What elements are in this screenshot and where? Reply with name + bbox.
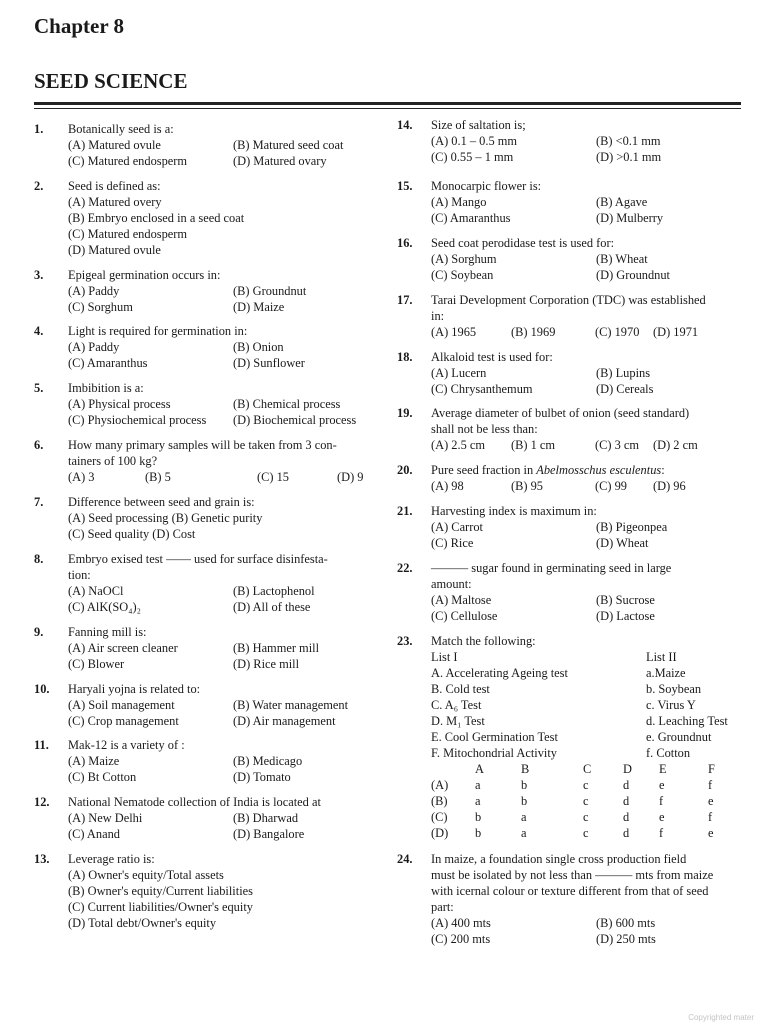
match-answer-row (431, 825, 743, 841)
question-16 (397, 235, 743, 283)
match-cell: d (623, 810, 630, 824)
option: (D) Wheat (596, 536, 649, 550)
option: (C) Cellulose (431, 609, 498, 623)
option-line: (D) Matured ovule (68, 243, 161, 257)
option-line: (C) Seed quality (D) Cost (68, 527, 196, 541)
option-line: (C) Current liabilities/Owner's equity (68, 900, 253, 914)
option: (B) Agave (596, 195, 648, 209)
match-list-heads (431, 649, 743, 665)
option-row (431, 931, 743, 947)
question-21 (397, 503, 743, 551)
option: (C) 3 cm (595, 438, 640, 452)
option: (C) AlK(SO₄)₂ (68, 600, 142, 614)
list-1-heading: List I (431, 650, 458, 664)
question-number: 24. (397, 852, 413, 866)
option: (C) Amaranthus (68, 356, 148, 370)
option-row (68, 412, 380, 428)
question-text-cont: with icernal colour or texture different from that of seed (431, 884, 709, 898)
list-1-item: B. Cold test (431, 682, 490, 696)
option-row (431, 915, 743, 931)
option: (C) Blower (68, 657, 125, 671)
option-line: (A) Seed processing (B) Genetic purity (68, 511, 263, 525)
question-text: How many primary samples will be taken from 3 con- (68, 438, 337, 452)
option: (A) Maltose (431, 593, 492, 607)
question-text: Size of saltation is; (431, 118, 526, 132)
option-row (68, 753, 380, 769)
question-text: Alkaloid test is used for: (431, 350, 553, 364)
option-row (68, 826, 380, 842)
question-17 (397, 292, 743, 340)
option: (A) Carrot (431, 520, 483, 534)
question-number: 7. (34, 495, 44, 509)
option: (C) 99 (595, 479, 628, 493)
option-row (431, 437, 743, 453)
option-row (431, 381, 743, 397)
match-column-head: A (475, 762, 484, 776)
option-row (68, 599, 380, 615)
match-row (431, 665, 743, 681)
match-column-head: E (659, 762, 667, 776)
question-text: Seed coat perodidase test is used for: (431, 236, 615, 250)
question-11 (34, 737, 380, 785)
match-row (431, 681, 743, 697)
question-number: 3. (34, 268, 44, 282)
option-row (431, 478, 743, 494)
question-2 (34, 178, 380, 258)
option-row (68, 713, 380, 729)
match-cell: e (659, 810, 665, 824)
list-1-item: D. M₁ Test (431, 714, 485, 728)
option: (C) Anand (68, 827, 120, 841)
match-cell: b (475, 810, 482, 824)
option: (B) 95 (511, 479, 544, 493)
option-line: (C) Matured endosperm (68, 227, 188, 241)
match-cell: c (583, 794, 589, 808)
question-text: Embryo exised test —— used for surface disinfesta- (68, 552, 328, 566)
option: (A) Paddy (68, 340, 120, 354)
match-answer-row (431, 809, 743, 825)
option-row (431, 194, 743, 210)
match-row (431, 713, 743, 729)
question-1 (34, 121, 380, 169)
list-2-item: b. Soybean (646, 682, 702, 696)
option-row (431, 149, 743, 165)
option: (D) 250 mts (596, 932, 656, 946)
option-row (68, 396, 380, 412)
option: (B) Onion (233, 340, 284, 354)
match-cell: a (475, 778, 481, 792)
option-row (68, 283, 380, 299)
option: (B) Matured seed coat (233, 138, 344, 152)
option: (C) Matured endosperm (68, 154, 188, 168)
option: (B) Lupins (596, 366, 651, 380)
question-13 (34, 851, 380, 931)
option-row (431, 324, 743, 340)
option: (A) 400 mts (431, 916, 491, 930)
question-number: 17. (397, 293, 413, 307)
match-answer-row (431, 793, 743, 809)
question-9 (34, 624, 380, 672)
question-text-cont: tion: (68, 568, 91, 582)
option-row (431, 535, 743, 551)
option: (A) 0.1 – 0.5 mm (431, 134, 518, 148)
watermark: Copyrighted mater (688, 1013, 754, 1022)
question-text: In maize, a foundation single cross production field (431, 852, 687, 866)
match-row (431, 697, 743, 713)
question-number: 9. (34, 625, 44, 639)
question-text: Imbibition is a: (68, 381, 144, 395)
match-cell: a (521, 826, 527, 840)
match-column-head: B (521, 762, 530, 776)
option: (C) 15 (257, 470, 290, 484)
option: (A) Air screen cleaner (68, 641, 178, 655)
option-row (68, 810, 380, 826)
option: (B) Dharwad (233, 811, 299, 825)
option: (D) 1971 (653, 325, 699, 339)
option: (A) Physical process (68, 397, 171, 411)
question-8 (34, 551, 380, 615)
option: (A) 98 (431, 479, 464, 493)
option: (D) Lactose (596, 609, 655, 623)
option: (B) Water management (233, 698, 349, 712)
option: (C) Chrysanthemum (431, 382, 533, 396)
match-row (431, 729, 743, 745)
question-text: Average diameter of bulbet of onion (seed standard) (431, 406, 690, 420)
option: (D) Air management (233, 714, 336, 728)
match-cell: b (521, 794, 528, 808)
question-number: 14. (397, 118, 413, 132)
option: (A) 2.5 cm (431, 438, 486, 452)
match-cell: f (659, 826, 664, 840)
list-2-item: c. Virus Y (646, 698, 696, 712)
question-number: 13. (34, 852, 50, 866)
question-text-cont: part: (431, 900, 454, 914)
question-text-cont: shall not be less than: (431, 422, 538, 436)
option-row (431, 608, 743, 624)
option: (A) Sorghum (431, 252, 497, 266)
match-table-head (431, 761, 743, 777)
question-24 (397, 851, 743, 947)
question-number: 11. (34, 738, 49, 752)
option: (C) Physiochemical process (68, 413, 207, 427)
question-text: Haryali yojna is related to: (68, 682, 201, 696)
option-label: (B) (431, 794, 448, 808)
question-19 (397, 405, 743, 453)
question-number: 4. (34, 324, 44, 338)
match-cell: a (521, 810, 527, 824)
question-text: Light is required for germination in: (68, 324, 248, 338)
question-number: 5. (34, 381, 44, 395)
option-row (431, 251, 743, 267)
question-text: Difference between seed and grain is: (68, 495, 255, 509)
list-2-item: f. Cotton (646, 746, 691, 760)
question-text: Monocarpic flower is: (431, 179, 542, 193)
question-4 (34, 323, 380, 371)
list-2-item: d. Leaching Test (646, 714, 728, 728)
option: (D) Tomato (233, 770, 291, 784)
match-cell: e (708, 826, 714, 840)
match-cell: e (708, 794, 714, 808)
option: (D) Sunflower (233, 356, 305, 370)
option-row (68, 339, 380, 355)
option: (B) Chemical process (233, 397, 341, 411)
option: (C) Soybean (431, 268, 494, 282)
option: (B) Medicago (233, 754, 303, 768)
list-2-item: a.Maize (646, 666, 686, 680)
match-answer-row (431, 777, 743, 793)
question-text-cont: must be isolated by not less than ——— mts from maize (431, 868, 714, 882)
option: (D) Matured ovary (233, 154, 327, 168)
question-text: Fanning mill is: (68, 625, 147, 639)
option-row (68, 640, 380, 656)
option: (D) 9 (337, 470, 364, 484)
match-cell: d (623, 794, 630, 808)
option-row (431, 210, 743, 226)
option: (D) >0.1 mm (596, 150, 662, 164)
question-text: Tarai Development Corporation (TDC) was established (431, 293, 706, 307)
option: (C) 0.55 – 1 mm (431, 150, 514, 164)
list-2-heading: List II (646, 650, 677, 664)
question-text: Leverage ratio is: (68, 852, 155, 866)
option: (A) 3 (68, 470, 95, 484)
option-row (68, 583, 380, 599)
question-number: 22. (397, 561, 413, 575)
question-number: 16. (397, 236, 413, 250)
question-18 (397, 349, 743, 397)
option: (A) Matured ovule (68, 138, 161, 152)
match-cell: d (623, 778, 630, 792)
option-label: (C) (431, 810, 448, 824)
question-3 (34, 267, 380, 315)
question-22 (397, 560, 743, 624)
match-column-head: F (708, 762, 715, 776)
list-1-item: C. A₆ Test (431, 698, 482, 712)
option: (D) 96 (653, 479, 686, 493)
option: (D) Bangalore (233, 827, 305, 841)
option: (D) Maize (233, 300, 285, 314)
question-number: 23. (397, 634, 413, 648)
match-cell: f (659, 794, 664, 808)
question-14 (397, 117, 743, 165)
question-number: 10. (34, 682, 50, 696)
question-text-cont: in: (431, 309, 445, 323)
option: (C) Rice (431, 536, 474, 550)
option-line: (B) Owner's equity/Current liabilities (68, 884, 253, 898)
option: (C) Bt Cotton (68, 770, 137, 784)
option-row (431, 133, 743, 149)
match-cell: c (583, 826, 589, 840)
list-1-item: A. Accelerating Ageing test (431, 666, 568, 680)
option-row (68, 355, 380, 371)
option-row (431, 592, 743, 608)
question-text-cont: amount: (431, 577, 472, 591)
option: (A) NaOCl (68, 584, 124, 598)
question-number: 12. (34, 795, 50, 809)
option: (C) Amaranthus (431, 211, 511, 225)
option-row (68, 299, 380, 315)
list-1-item: F. Mitochondrial Activity (431, 746, 558, 760)
option: (B) 600 mts (596, 916, 656, 930)
option: (B) Sucrose (596, 593, 655, 607)
question-number: 8. (34, 552, 44, 566)
option: (A) New Delhi (68, 811, 143, 825)
question-text: Botanically seed is a: (68, 122, 174, 136)
option: (A) Lucern (431, 366, 487, 380)
title-rule-thin (34, 108, 741, 109)
question-text: Harvesting index is maximum in: (431, 504, 597, 518)
match-column-head: C (583, 762, 592, 776)
question-text-cont: tainers of 100 kg? (68, 454, 158, 468)
option: (B) Lactophenol (233, 584, 315, 598)
question-text: National Nematode collection of India is located at (68, 795, 321, 809)
list-1-item: E. Cool Germination Test (431, 730, 558, 744)
option: (A) 1965 (431, 325, 477, 339)
option: (B) Wheat (596, 252, 648, 266)
match-cell: c (583, 810, 589, 824)
option: (B) 1 cm (511, 438, 556, 452)
question-number: 20. (397, 463, 413, 477)
option: (B) 5 (145, 470, 171, 484)
question-number: 19. (397, 406, 413, 420)
match-cell: b (475, 826, 482, 840)
option: (D) 2 cm (653, 438, 698, 452)
option: (D) All of these (233, 600, 311, 614)
question-text: Mak-12 is a variety of : (68, 738, 185, 752)
question-15 (397, 178, 743, 226)
option: (D) Mulberry (596, 211, 664, 225)
question-text: Epigeal germination occurs in: (68, 268, 221, 282)
page-title: SEED SCIENCE (34, 69, 188, 93)
option: (D) Biochemical process (233, 413, 357, 427)
title-rule-thick (34, 102, 741, 105)
match-cell: c (583, 778, 589, 792)
option-row (431, 365, 743, 381)
match-row (431, 745, 743, 761)
question-6 (34, 437, 380, 485)
option-row (431, 519, 743, 535)
question-text: ——— sugar found in germinating seed in large (431, 561, 672, 575)
question-23 (397, 633, 743, 841)
option: (D) Groundnut (596, 268, 670, 282)
option-row (68, 469, 380, 485)
option: (C) Sorghum (68, 300, 133, 314)
option: (B) Groundnut (233, 284, 307, 298)
option: (B) Pigeonpea (596, 520, 668, 534)
match-cell: a (475, 794, 481, 808)
option: (B) 1969 (511, 325, 556, 339)
list-2-item: e. Groundnut (646, 730, 712, 744)
question-text: Match the following: (431, 634, 536, 648)
match-column-head: D (623, 762, 632, 776)
option: (A) Paddy (68, 284, 120, 298)
option-label: (A) (431, 778, 449, 792)
option-row (68, 769, 380, 785)
option: (B) Hammer mill (233, 641, 320, 655)
option: (A) Soil management (68, 698, 175, 712)
option-line: (D) Total debt/Owner's equity (68, 916, 217, 930)
question-number: 18. (397, 350, 413, 364)
option-row (68, 137, 380, 153)
question-text: Pure seed fraction in Abelmosschus esculentus: (431, 463, 665, 477)
option: (C) Crop management (68, 714, 179, 728)
question-12 (34, 794, 380, 842)
option-row (68, 697, 380, 713)
question-5 (34, 380, 380, 428)
option: (C) 200 mts (431, 932, 491, 946)
question-number: 2. (34, 179, 44, 193)
option-row (68, 153, 380, 169)
question-10 (34, 681, 380, 729)
option: (D) Rice mill (233, 657, 300, 671)
match-cell: e (659, 778, 665, 792)
question-number: 1. (34, 122, 44, 136)
option-line: (B) Embryo enclosed in a seed coat (68, 211, 245, 225)
option: (C) 1970 (595, 325, 640, 339)
match-cell: f (708, 810, 713, 824)
option-row (68, 656, 380, 672)
chapter-heading: Chapter 8 (34, 14, 125, 38)
question-7 (34, 494, 380, 542)
question-20 (397, 462, 743, 494)
match-cell: b (521, 778, 528, 792)
question-number: 21. (397, 504, 413, 518)
question-number: 6. (34, 438, 44, 452)
option-row (431, 267, 743, 283)
option-line: (A) Owner's equity/Total assets (68, 868, 224, 882)
option: (B) <0.1 mm (596, 134, 661, 148)
match-cell: d (623, 826, 630, 840)
option: (A) Maize (68, 754, 120, 768)
option: (D) Cereals (596, 382, 654, 396)
option-line: (A) Matured overy (68, 195, 162, 209)
question-number: 15. (397, 179, 413, 193)
option: (A) Mango (431, 195, 487, 209)
match-cell: f (708, 778, 713, 792)
option-label: (D) (431, 826, 449, 840)
question-text: Seed is defined as: (68, 179, 161, 193)
